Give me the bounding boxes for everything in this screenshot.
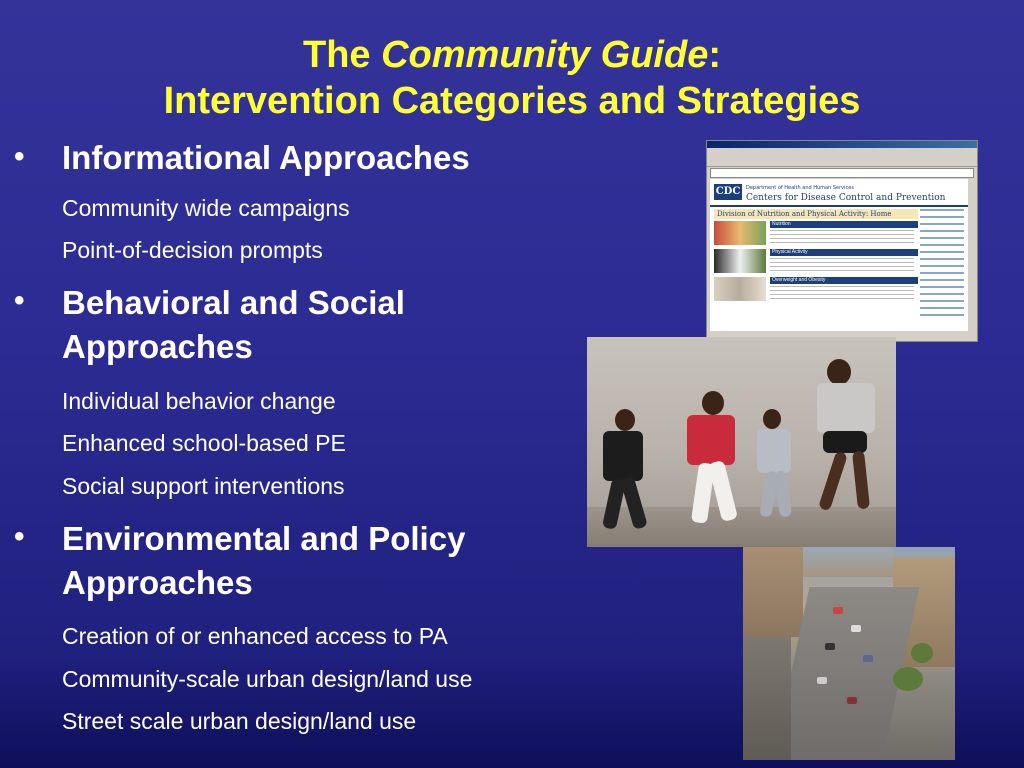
person-leg: [852, 451, 870, 510]
section-heading-line: Behavioral and Social: [62, 284, 405, 321]
cdc-org-name: [746, 183, 945, 203]
section-heading-environmental: [62, 517, 582, 605]
content-row: [714, 277, 918, 303]
obesity-thumbnail: [714, 277, 766, 301]
list-item: Community-scale urban design/land use: [62, 666, 473, 692]
section-heading-line: Informational Approaches: [62, 139, 470, 176]
content-row: [714, 249, 918, 275]
row-heading-text: Nutrition: [772, 221, 791, 227]
list-item: Point-of-decision prompts: [62, 237, 323, 263]
tree: [893, 667, 923, 691]
row-heading: [770, 221, 918, 228]
tree: [911, 643, 933, 663]
person-head: [615, 409, 635, 431]
browser-page: [710, 179, 968, 331]
person-torso: [603, 431, 643, 481]
sidewalk: [743, 637, 791, 760]
list-item: Individual behavior change: [62, 388, 336, 414]
org-line-2: Centers for Disease Control and Prevention: [746, 193, 946, 203]
person-head: [827, 359, 851, 385]
section-heading-behavioral: [62, 281, 582, 369]
title-line-2: Intervention Categories and Strategies: [163, 80, 861, 122]
person-torso: [757, 429, 791, 473]
row-text: [770, 286, 914, 300]
title-italic: Community Guide: [381, 34, 709, 76]
slide-title: [0, 32, 1024, 124]
title-prefix: The: [302, 34, 382, 76]
car: [847, 697, 857, 704]
browser-address-bar: [710, 168, 974, 178]
person-shorts: [823, 431, 867, 453]
person-head: [763, 409, 781, 429]
car: [863, 655, 873, 662]
browser-titlebar: [707, 141, 977, 148]
section-heading-line: Approaches: [62, 564, 253, 601]
title-suffix: :: [708, 34, 721, 76]
list-item: Street scale urban design/land use: [62, 708, 417, 734]
list-item: Enhanced school-based PE: [62, 430, 346, 456]
browser-toolbar: [707, 148, 977, 167]
bullet-1: •: [14, 140, 25, 173]
section-heading-informational: [62, 136, 582, 180]
row-heading: [770, 249, 918, 256]
list-item: Community wide campaigns: [62, 195, 350, 221]
list-item: Creation of or enhanced access to PA: [62, 623, 448, 649]
sidebar-links: [920, 209, 964, 319]
car: [825, 643, 835, 650]
person-torso: [817, 383, 875, 433]
content-row: [714, 221, 918, 247]
row-heading-text: Overweight and Obesity: [772, 277, 826, 283]
section-heading-line: Approaches: [62, 328, 253, 365]
list-item: Social support interventions: [62, 473, 345, 499]
bullet-3: •: [14, 520, 25, 553]
division-band: Division of Nutrition and Physical Activity: Home: [714, 209, 918, 219]
activity-thumbnail: [714, 249, 766, 273]
car: [817, 677, 827, 684]
nutrition-thumbnail: [714, 221, 766, 245]
car: [851, 625, 861, 632]
cdc-header: [710, 179, 968, 207]
row-text: [770, 258, 914, 272]
urban-street-photo: [743, 547, 955, 760]
person-head: [702, 391, 724, 415]
distant-buildings: [803, 547, 893, 577]
row-text: [770, 230, 914, 244]
section-heading-line: Environmental and Policy: [62, 520, 466, 557]
row-heading-text: Physical Activity: [772, 249, 808, 255]
person-torso: [687, 415, 735, 465]
car: [833, 607, 843, 614]
cdc-logo: CDC: [714, 184, 742, 200]
person-leg: [818, 451, 848, 512]
building: [743, 547, 803, 637]
bullet-2: •: [14, 284, 25, 317]
title-line-1: [0, 32, 1024, 78]
row-heading: [770, 277, 918, 284]
cdc-website-screenshot: [706, 140, 978, 342]
org-line-1: Department of Health and Human Services: [746, 185, 854, 191]
family-jogging-photo: [587, 337, 896, 547]
